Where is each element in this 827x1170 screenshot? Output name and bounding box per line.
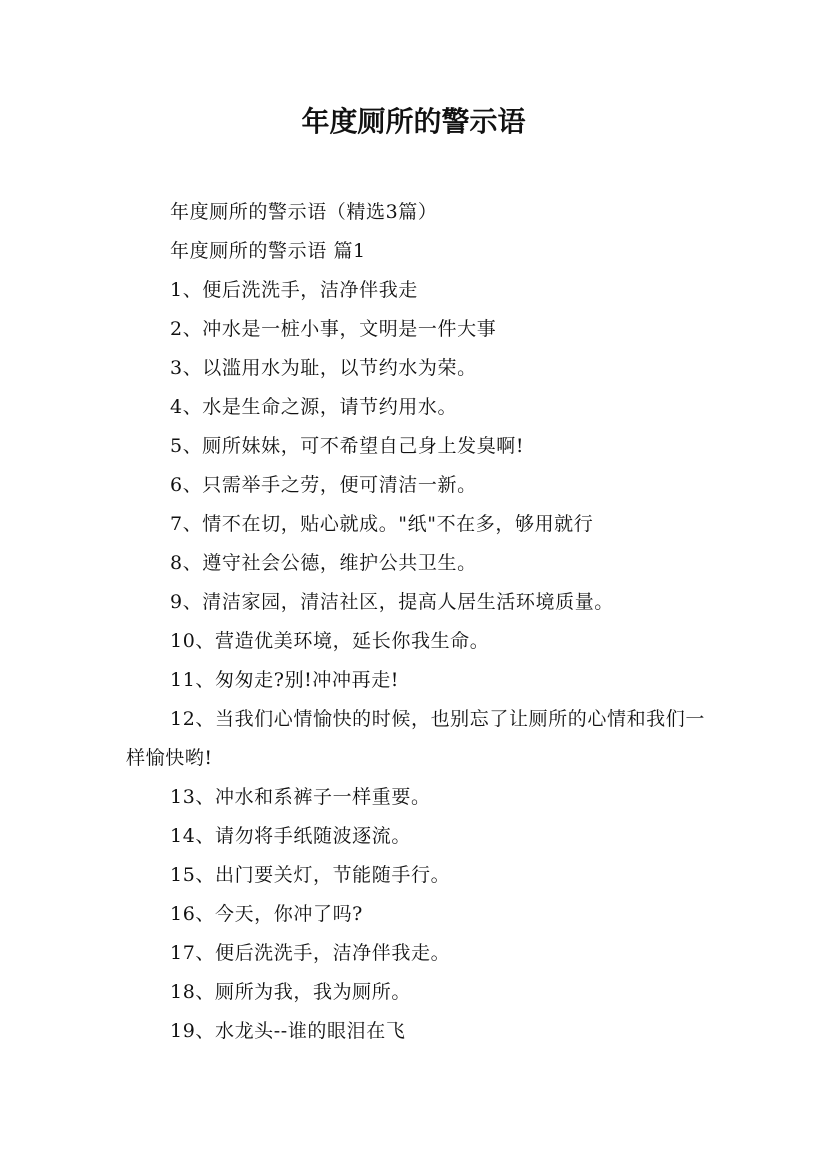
paragraph: 5、厕所妹妹，可不希望自己身上发臭啊! — [170, 435, 525, 457]
document-title: 年度厕所的警示语 — [301, 105, 526, 138]
paragraph: 19、水龙头--谁的眼泪在飞 — [170, 1020, 406, 1042]
document-body — [126, 193, 706, 1051]
paragraph: 3、以滥用水为耻，以节约水为荣。 — [170, 357, 477, 379]
paragraph: 17、便后洗洗手，洁净伴我走。 — [170, 942, 451, 964]
paragraph: 10、营造优美环境，延长你我生命。 — [170, 630, 490, 652]
paragraph: 13、冲水和系裤子一样重要。 — [170, 786, 431, 808]
paragraph: 7、情不在切，贴心就成。"纸"不在多，够用就行 — [170, 513, 594, 535]
paragraph: 9、清洁家园，清洁社区，提高人居生活环境质量。 — [170, 591, 614, 613]
paragraph: 2、冲水是一桩小事，文明是一件大事 — [170, 318, 497, 340]
paragraph: 年度厕所的警示语（精选3篇） — [170, 201, 438, 223]
paragraph: 1、便后洗洗手，洁净伴我走 — [170, 279, 418, 301]
paragraph: 16、今天，你冲了吗? — [170, 903, 363, 925]
paragraph: 4、水是生命之源，请节约用水。 — [170, 396, 458, 418]
paragraph: 14、请勿将手纸随波逐流。 — [170, 825, 411, 847]
paragraph: 12、当我们心情愉快的时候，也别忘了让厕所的心情和我们一样愉快哟! — [126, 708, 705, 769]
paragraph: 年度厕所的警示语 篇1 — [170, 240, 366, 262]
paragraph: 11、匆匆走?别!冲冲再走! — [170, 669, 400, 691]
paragraph: 15、出门要关灯，节能随手行。 — [170, 864, 451, 886]
paragraph: 6、只需举手之劳，便可清洁一新。 — [170, 474, 477, 496]
paragraph: 18、厕所为我，我为厕所。 — [170, 981, 411, 1003]
paragraph: 8、遵守社会公德，维护公共卫生。 — [170, 552, 477, 574]
